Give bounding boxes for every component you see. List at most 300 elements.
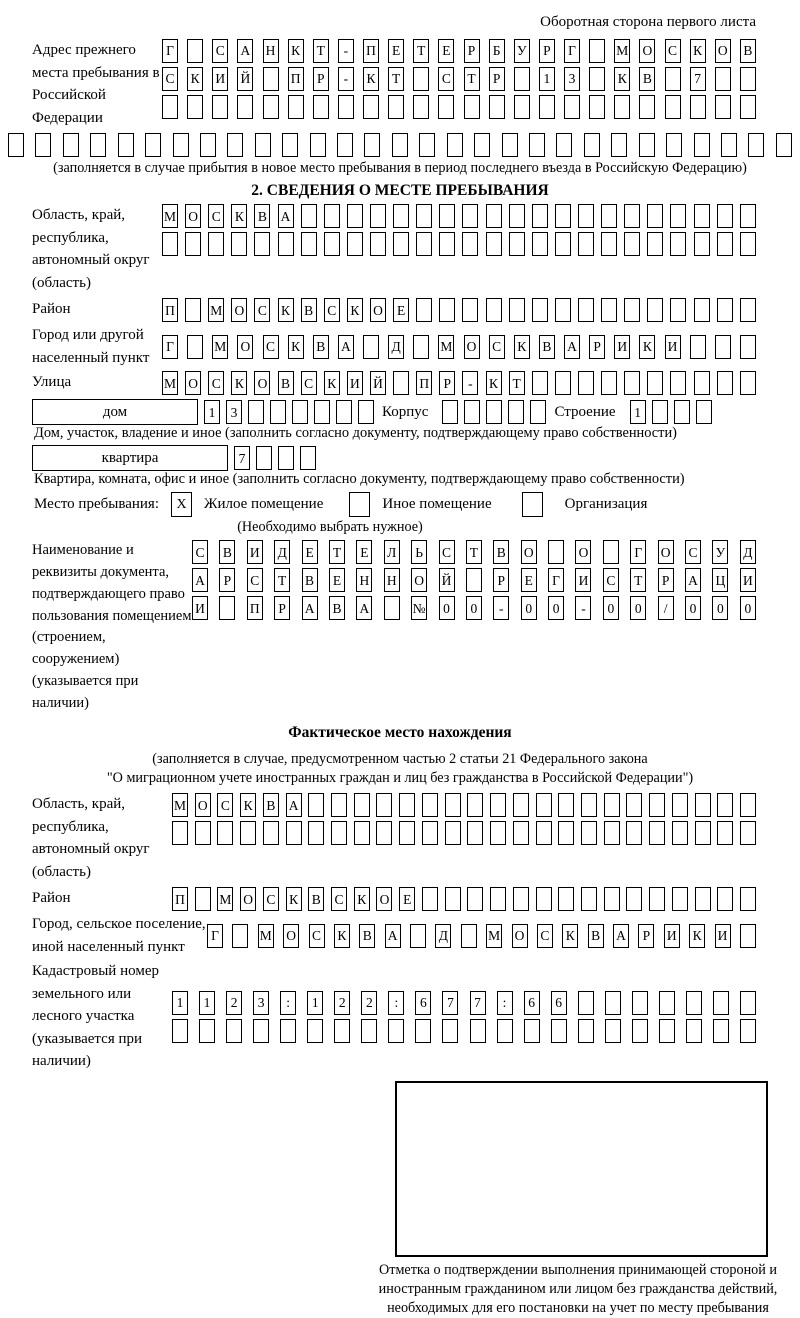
char-box[interactable] <box>462 298 478 322</box>
char-box[interactable] <box>740 95 756 119</box>
char-box[interactable]: : <box>280 991 296 1015</box>
char-box[interactable]: С <box>685 540 701 564</box>
char-box[interactable] <box>715 67 731 91</box>
char-box[interactable] <box>502 133 518 157</box>
char-box[interactable] <box>555 204 571 228</box>
char-box[interactable]: О <box>464 335 480 359</box>
char-box[interactable]: В <box>588 924 604 948</box>
char-box[interactable] <box>240 821 256 845</box>
char-box[interactable]: 0 <box>740 596 756 620</box>
char-box[interactable] <box>237 95 253 119</box>
char-box[interactable]: В <box>313 335 329 359</box>
char-box[interactable]: Н <box>356 568 372 592</box>
char-box[interactable] <box>486 204 502 228</box>
char-box[interactable] <box>263 95 279 119</box>
char-box[interactable] <box>393 371 409 395</box>
char-box[interactable] <box>199 1019 215 1043</box>
char-box[interactable]: С <box>324 298 340 322</box>
char-box[interactable] <box>490 793 506 817</box>
char-box[interactable] <box>672 887 688 911</box>
char-box[interactable]: Р <box>274 596 290 620</box>
char-box[interactable] <box>416 232 432 256</box>
char-box[interactable] <box>253 1019 269 1043</box>
char-box[interactable] <box>551 1019 567 1043</box>
char-box[interactable]: О <box>283 924 299 948</box>
char-box[interactable]: Т <box>630 568 646 592</box>
char-box[interactable] <box>514 67 530 91</box>
char-box[interactable] <box>217 821 233 845</box>
char-box[interactable] <box>690 335 706 359</box>
char-box[interactable] <box>717 232 733 256</box>
char-box[interactable] <box>513 821 529 845</box>
char-box[interactable]: С <box>665 39 681 63</box>
char-box[interactable]: 7 <box>234 446 250 470</box>
char-box[interactable] <box>632 1019 648 1043</box>
char-box[interactable]: О <box>370 298 386 322</box>
char-box[interactable] <box>445 793 461 817</box>
char-box[interactable]: Р <box>313 67 329 91</box>
char-box[interactable] <box>263 821 279 845</box>
char-box[interactable]: Т <box>464 67 480 91</box>
char-box[interactable]: 2 <box>334 991 350 1015</box>
char-box[interactable]: А <box>338 335 354 359</box>
char-box[interactable] <box>659 991 675 1015</box>
char-box[interactable] <box>649 887 665 911</box>
char-box[interactable]: Н <box>263 39 279 63</box>
char-box[interactable]: 0 <box>439 596 455 620</box>
char-box[interactable]: П <box>363 39 379 63</box>
char-box[interactable] <box>172 821 188 845</box>
char-box[interactable]: К <box>240 793 256 817</box>
char-box[interactable] <box>410 924 426 948</box>
char-box[interactable]: Т <box>413 39 429 63</box>
char-box[interactable]: Л <box>384 540 400 564</box>
char-box[interactable] <box>665 95 681 119</box>
char-box[interactable]: С <box>301 371 317 395</box>
char-box[interactable]: 7 <box>470 991 486 1015</box>
char-box[interactable] <box>695 887 711 911</box>
char-box[interactable] <box>694 371 710 395</box>
char-box[interactable]: Г <box>564 39 580 63</box>
char-box[interactable] <box>263 67 279 91</box>
char-box[interactable] <box>474 133 490 157</box>
char-box[interactable]: К <box>324 371 340 395</box>
char-box[interactable]: К <box>486 371 502 395</box>
char-box[interactable] <box>185 232 201 256</box>
char-box[interactable]: Й <box>370 371 386 395</box>
char-box[interactable] <box>308 793 324 817</box>
char-box[interactable] <box>185 298 201 322</box>
char-box[interactable] <box>601 371 617 395</box>
char-box[interactable]: 7 <box>442 991 458 1015</box>
char-box[interactable]: А <box>685 568 701 592</box>
char-box[interactable]: В <box>539 335 555 359</box>
char-box[interactable] <box>195 887 211 911</box>
char-box[interactable]: К <box>614 67 630 91</box>
char-box[interactable] <box>532 298 548 322</box>
char-box[interactable] <box>282 133 298 157</box>
char-box[interactable]: К <box>286 887 302 911</box>
char-box[interactable]: Т <box>388 67 404 91</box>
char-box[interactable] <box>331 821 347 845</box>
char-box[interactable]: И <box>347 371 363 395</box>
char-box[interactable]: Д <box>435 924 451 948</box>
char-box[interactable] <box>748 133 764 157</box>
char-box[interactable]: О <box>185 204 201 228</box>
char-box[interactable]: Е <box>302 540 318 564</box>
char-box[interactable]: М <box>438 335 454 359</box>
char-box[interactable] <box>331 793 347 817</box>
char-box[interactable]: К <box>690 39 706 63</box>
char-box[interactable]: М <box>212 335 228 359</box>
char-box[interactable] <box>589 39 605 63</box>
char-box[interactable] <box>639 95 655 119</box>
char-box[interactable]: О <box>240 887 256 911</box>
char-box[interactable]: В <box>329 596 345 620</box>
char-box[interactable] <box>336 400 352 424</box>
char-box[interactable] <box>467 821 483 845</box>
char-box[interactable]: А <box>613 924 629 948</box>
char-box[interactable]: Й <box>439 568 455 592</box>
char-box[interactable] <box>413 67 429 91</box>
char-box[interactable]: К <box>639 335 655 359</box>
char-box[interactable]: К <box>689 924 705 948</box>
char-box[interactable] <box>624 371 640 395</box>
char-box[interactable]: С <box>537 924 553 948</box>
char-box[interactable] <box>90 133 106 157</box>
char-box[interactable] <box>601 298 617 322</box>
char-box[interactable]: О <box>254 371 270 395</box>
char-box[interactable]: 1 <box>199 991 215 1015</box>
char-box[interactable] <box>422 793 438 817</box>
char-box[interactable] <box>624 204 640 228</box>
char-box[interactable] <box>462 232 478 256</box>
char-box[interactable] <box>605 1019 621 1043</box>
char-box[interactable] <box>624 298 640 322</box>
char-box[interactable] <box>227 133 243 157</box>
char-box[interactable] <box>665 67 681 91</box>
char-box[interactable] <box>300 446 316 470</box>
char-box[interactable] <box>721 133 737 157</box>
char-box[interactable]: И <box>665 335 681 359</box>
char-box[interactable] <box>659 1019 675 1043</box>
char-box[interactable]: И <box>247 540 263 564</box>
char-box[interactable]: М <box>614 39 630 63</box>
char-box[interactable]: Е <box>356 540 372 564</box>
char-box[interactable]: И <box>715 924 731 948</box>
char-box[interactable]: / <box>658 596 674 620</box>
char-box[interactable]: А <box>302 596 318 620</box>
char-box[interactable] <box>248 400 264 424</box>
char-box[interactable]: К <box>288 335 304 359</box>
char-box[interactable]: Г <box>630 540 646 564</box>
char-box[interactable] <box>509 298 525 322</box>
char-box[interactable]: 1 <box>172 991 188 1015</box>
char-box[interactable] <box>715 95 731 119</box>
char-box[interactable]: М <box>258 924 274 948</box>
char-box[interactable]: У <box>514 39 530 63</box>
char-box[interactable]: 1 <box>539 67 555 91</box>
char-box[interactable] <box>462 204 478 228</box>
char-box[interactable] <box>187 39 203 63</box>
char-box[interactable]: 2 <box>226 991 242 1015</box>
char-box[interactable]: У <box>712 540 728 564</box>
char-box[interactable] <box>364 133 380 157</box>
char-box[interactable] <box>536 821 552 845</box>
char-box[interactable]: Т <box>466 540 482 564</box>
char-box[interactable] <box>674 400 690 424</box>
char-box[interactable] <box>626 793 642 817</box>
char-box[interactable] <box>604 821 620 845</box>
char-box[interactable]: 1 <box>307 991 323 1015</box>
char-box[interactable] <box>539 95 555 119</box>
char-box[interactable] <box>301 204 317 228</box>
char-box[interactable] <box>354 821 370 845</box>
char-box[interactable] <box>384 596 400 620</box>
char-box[interactable]: С <box>489 335 505 359</box>
char-box[interactable]: Т <box>313 39 329 63</box>
char-box[interactable]: А <box>278 204 294 228</box>
char-box[interactable]: П <box>247 596 263 620</box>
char-box[interactable]: Е <box>329 568 345 592</box>
char-box[interactable]: Д <box>740 540 756 564</box>
char-box[interactable] <box>647 232 663 256</box>
char-box[interactable]: К <box>278 298 294 322</box>
char-box[interactable]: С <box>438 67 454 91</box>
char-box[interactable] <box>270 400 286 424</box>
char-box[interactable]: 0 <box>685 596 701 620</box>
char-box[interactable] <box>740 1019 756 1043</box>
char-box[interactable]: Н <box>384 568 400 592</box>
char-box[interactable] <box>63 133 79 157</box>
char-box[interactable]: П <box>416 371 432 395</box>
char-box[interactable] <box>581 887 597 911</box>
char-box[interactable] <box>578 298 594 322</box>
char-box[interactable]: А <box>192 568 208 592</box>
char-box[interactable]: Р <box>464 39 480 63</box>
char-box[interactable] <box>717 298 733 322</box>
char-box[interactable]: Б <box>489 39 505 63</box>
char-box[interactable]: Г <box>162 39 178 63</box>
char-box[interactable]: К <box>334 924 350 948</box>
char-box[interactable] <box>740 298 756 322</box>
char-box[interactable] <box>555 298 571 322</box>
char-box[interactable] <box>486 232 502 256</box>
char-box[interactable]: А <box>564 335 580 359</box>
char-box[interactable] <box>647 298 663 322</box>
char-box[interactable] <box>422 821 438 845</box>
char-box[interactable] <box>415 1019 431 1043</box>
char-box[interactable] <box>532 232 548 256</box>
char-box[interactable]: И <box>614 335 630 359</box>
char-box[interactable]: С <box>162 67 178 91</box>
char-box[interactable]: А <box>237 39 253 63</box>
char-box[interactable]: Г <box>548 568 564 592</box>
char-box[interactable] <box>393 232 409 256</box>
char-box[interactable] <box>713 991 729 1015</box>
char-box[interactable] <box>581 793 597 817</box>
char-box[interactable] <box>555 371 571 395</box>
char-box[interactable] <box>647 371 663 395</box>
char-box[interactable]: Р <box>658 568 674 592</box>
char-box[interactable] <box>470 1019 486 1043</box>
char-box[interactable] <box>308 821 324 845</box>
char-box[interactable]: О <box>376 887 392 911</box>
char-box[interactable] <box>313 95 329 119</box>
char-box[interactable] <box>514 95 530 119</box>
char-box[interactable] <box>564 95 580 119</box>
char-box[interactable] <box>740 924 756 948</box>
checkbox-inoe[interactable] <box>349 492 370 517</box>
char-box[interactable]: А <box>356 596 372 620</box>
char-box[interactable] <box>524 1019 540 1043</box>
char-box[interactable] <box>439 204 455 228</box>
checkbox-zhiloe[interactable]: X <box>171 492 192 517</box>
char-box[interactable] <box>173 133 189 157</box>
char-box[interactable] <box>489 95 505 119</box>
char-box[interactable] <box>649 793 665 817</box>
char-box[interactable] <box>416 204 432 228</box>
char-box[interactable]: В <box>308 887 324 911</box>
char-box[interactable] <box>358 400 374 424</box>
char-box[interactable] <box>509 232 525 256</box>
char-box[interactable] <box>486 298 502 322</box>
char-box[interactable]: С <box>309 924 325 948</box>
char-box[interactable] <box>232 924 248 948</box>
char-box[interactable]: Г <box>162 335 178 359</box>
char-box[interactable]: О <box>411 568 427 592</box>
char-box[interactable] <box>604 793 620 817</box>
char-box[interactable] <box>694 133 710 157</box>
char-box[interactable]: В <box>278 371 294 395</box>
char-box[interactable] <box>513 793 529 817</box>
char-box[interactable] <box>601 204 617 228</box>
char-box[interactable]: 1 <box>204 400 220 424</box>
char-box[interactable]: К <box>187 67 203 91</box>
char-box[interactable] <box>280 1019 296 1043</box>
char-box[interactable] <box>740 335 756 359</box>
char-box[interactable]: 6 <box>551 991 567 1015</box>
char-box[interactable] <box>445 887 461 911</box>
char-box[interactable] <box>324 204 340 228</box>
char-box[interactable] <box>536 793 552 817</box>
char-box[interactable]: О <box>639 39 655 63</box>
checkbox-organizatsiya[interactable] <box>522 492 543 517</box>
char-box[interactable] <box>288 95 304 119</box>
char-box[interactable] <box>347 204 363 228</box>
char-box[interactable] <box>338 95 354 119</box>
char-box[interactable] <box>442 1019 458 1043</box>
char-box[interactable] <box>413 335 429 359</box>
char-box[interactable] <box>696 400 712 424</box>
char-box[interactable] <box>670 204 686 228</box>
char-box[interactable]: П <box>288 67 304 91</box>
char-box[interactable]: 0 <box>630 596 646 620</box>
char-box[interactable] <box>686 1019 702 1043</box>
char-box[interactable] <box>639 133 655 157</box>
char-box[interactable] <box>558 887 574 911</box>
char-box[interactable]: 0 <box>521 596 537 620</box>
char-box[interactable]: П <box>172 887 188 911</box>
char-box[interactable] <box>695 821 711 845</box>
char-box[interactable] <box>649 821 665 845</box>
char-box[interactable] <box>419 133 435 157</box>
char-box[interactable] <box>536 887 552 911</box>
char-box[interactable]: Й <box>237 67 253 91</box>
char-box[interactable] <box>626 887 642 911</box>
char-box[interactable]: 0 <box>548 596 564 620</box>
char-box[interactable]: Д <box>388 335 404 359</box>
char-box[interactable]: И <box>212 67 228 91</box>
char-box[interactable] <box>717 371 733 395</box>
char-box[interactable] <box>632 991 648 1015</box>
char-box[interactable] <box>581 821 597 845</box>
char-box[interactable] <box>187 335 203 359</box>
char-box[interactable] <box>347 232 363 256</box>
char-box[interactable]: К <box>363 67 379 91</box>
char-box[interactable]: М <box>217 887 233 911</box>
char-box[interactable]: М <box>162 204 178 228</box>
char-box[interactable] <box>324 232 340 256</box>
char-box[interactable] <box>200 133 216 157</box>
char-box[interactable] <box>301 232 317 256</box>
char-box[interactable] <box>464 400 480 424</box>
char-box[interactable]: М <box>486 924 502 948</box>
char-box[interactable] <box>584 133 600 157</box>
char-box[interactable] <box>672 821 688 845</box>
char-box[interactable]: - <box>575 596 591 620</box>
char-box[interactable] <box>438 95 454 119</box>
char-box[interactable]: В <box>301 298 317 322</box>
char-box[interactable] <box>532 204 548 228</box>
char-box[interactable] <box>442 400 458 424</box>
char-box[interactable] <box>740 793 756 817</box>
char-box[interactable] <box>35 133 51 157</box>
char-box[interactable]: 6 <box>415 991 431 1015</box>
char-box[interactable] <box>307 1019 323 1043</box>
char-box[interactable] <box>686 991 702 1015</box>
char-box[interactable]: С <box>212 39 228 63</box>
char-box[interactable]: Ц <box>712 568 728 592</box>
char-box[interactable]: К <box>231 204 247 228</box>
char-box[interactable] <box>226 1019 242 1043</box>
char-box[interactable]: В <box>359 924 375 948</box>
char-box[interactable] <box>548 540 564 564</box>
char-box[interactable] <box>694 204 710 228</box>
char-box[interactable] <box>603 540 619 564</box>
char-box[interactable] <box>278 232 294 256</box>
char-box[interactable]: П <box>162 298 178 322</box>
char-box[interactable] <box>614 95 630 119</box>
char-box[interactable]: Р <box>489 67 505 91</box>
char-box[interactable] <box>717 204 733 228</box>
char-box[interactable]: Е <box>388 39 404 63</box>
char-box[interactable]: Р <box>589 335 605 359</box>
char-box[interactable]: Е <box>521 568 537 592</box>
char-box[interactable]: М <box>208 298 224 322</box>
char-box[interactable] <box>292 400 308 424</box>
char-box[interactable] <box>162 95 178 119</box>
char-box[interactable]: К <box>514 335 530 359</box>
char-box[interactable]: 0 <box>712 596 728 620</box>
char-box[interactable] <box>740 204 756 228</box>
char-box[interactable] <box>486 400 502 424</box>
char-box[interactable] <box>231 232 247 256</box>
char-box[interactable] <box>670 371 686 395</box>
char-box[interactable]: С <box>208 204 224 228</box>
char-box[interactable]: Т <box>329 540 345 564</box>
char-box[interactable] <box>601 232 617 256</box>
